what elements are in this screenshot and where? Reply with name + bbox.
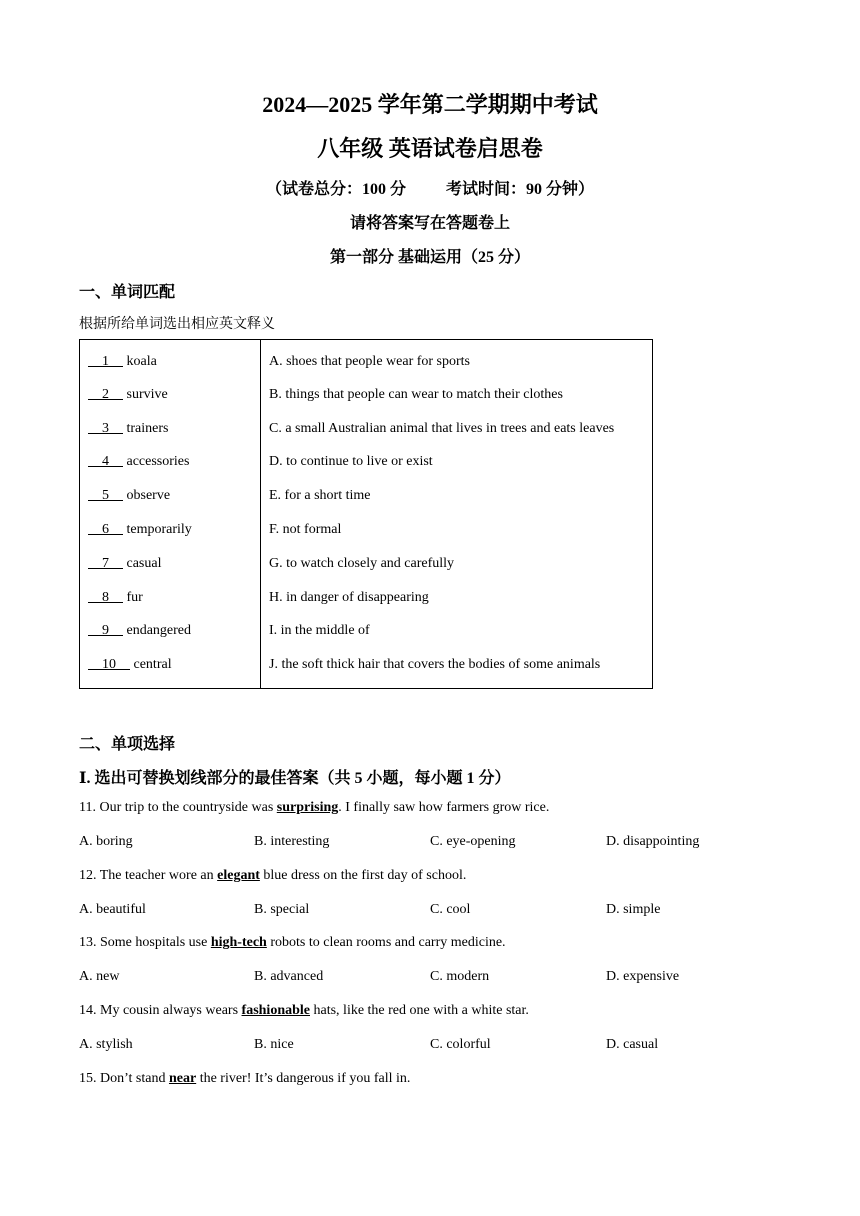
definition: B. things that people can wear to match their clothes [269,386,563,402]
section-instruction: 根据所给单词选出相应英文释义 [79,317,275,332]
definition: G. to watch closely and carefully [269,555,455,571]
word-row [88,509,260,543]
option-a[interactable]: A. boring [79,834,133,849]
question-text: the river! It’s dangerous if you fall in. [196,1071,411,1086]
word-row [88,577,260,611]
word-row [88,475,260,509]
question-text: 11. Our trip to the countryside was [79,800,277,815]
section-heading: 一、单词匹配 [79,284,176,301]
subsection-heading: Ⅰ. 选出可替换划线部分的最佳答案（共 5 小题，每小题 1 分） [79,770,511,787]
exam-title: 2024—2025 学年第二学期期中考试 [262,92,598,117]
word-row [88,374,260,408]
word-row [88,340,260,374]
definition: E. for a short time [269,488,371,504]
answer-notice: 请将答案写在答题卷上 [349,215,510,232]
underlined-word: surprising [276,800,339,815]
option-d[interactable]: D. expensive [606,969,680,984]
word: trainers [123,420,169,436]
word: koala [123,354,157,369]
exam-time: 考试时间：90 分钟） [446,181,595,198]
total-score: （试卷总分：100 分 [265,181,406,198]
word: temporarily [123,521,192,537]
exam-subtitle: 八年级 英语试卷启思卷 [317,136,543,161]
option-a[interactable]: A. stylish [79,1037,133,1052]
option-c[interactable]: C. colorful [430,1037,491,1052]
definition: J. the soft thick hair that covers the bodies of some animals [269,657,601,673]
option-b[interactable]: B. nice [254,1037,294,1052]
question-text: 15. Don’t stand [79,1071,169,1086]
answer-blank[interactable]: 4 [88,454,123,470]
option-a[interactable]: A. beautiful [79,902,146,917]
word: survive [123,386,168,402]
answer-blank[interactable]: 1 [88,354,123,369]
option-b[interactable]: B. advanced [254,969,324,984]
question [79,1003,529,1019]
word-row [88,543,260,577]
definition: A. shoes that people wear for sports [269,354,471,369]
word-row [88,610,260,644]
underlined-word: high-tech [210,935,267,950]
option-c[interactable]: C. modern [430,969,490,984]
option-a[interactable]: A. new [79,969,120,984]
word: endangered [123,623,192,639]
question-text: robots to clean rooms and carry medicine. [266,935,506,950]
question [79,935,506,951]
underlined-word: elegant [217,868,260,883]
definition: D. to continue to live or exist [269,454,433,470]
word-row [88,644,260,678]
part-heading: 第一部分 基础运用（25 分） [329,249,530,266]
exam-info [0,176,860,199]
definition-column [261,340,653,689]
word-column [80,340,261,689]
question-text: 14. My cousin always wears [79,1003,242,1018]
word: casual [123,555,162,571]
word-row [88,441,260,475]
option-d[interactable]: D. simple [606,902,661,917]
answer-blank[interactable]: 6 [88,521,123,537]
word: central [130,657,172,673]
definition: I. in the middle of [269,623,370,639]
option-d[interactable]: D. casual [606,1037,659,1052]
answer-blank[interactable]: 8 [88,589,123,605]
question-text: 13. Some hospitals use [79,935,211,950]
option-c[interactable]: C. eye-opening [430,834,516,849]
question [79,868,466,884]
matching-table [79,339,653,689]
definition: H. in danger of disappearing [269,589,429,605]
definition: F. not formal [269,521,342,537]
definition: C. a small Australian animal that lives in trees and eats leaves [269,420,615,436]
option-b[interactable]: B. special [254,902,310,917]
option-b[interactable]: B. interesting [254,834,330,849]
word: fur [123,589,143,605]
underlined-word: fashionable [241,1003,310,1018]
section-heading: 二、单项选择 [79,736,176,753]
word: accessories [123,454,190,470]
underlined-word: near [168,1071,197,1086]
question [79,800,549,816]
answer-blank[interactable]: 10 [88,657,130,673]
question-text: 12. The teacher wore an [79,868,218,883]
answer-blank[interactable]: 5 [88,488,123,504]
option-d[interactable]: D. disappointing [606,834,700,849]
word-row [88,408,260,442]
question [79,1071,410,1087]
answer-blank[interactable]: 7 [88,555,123,571]
option-c[interactable]: C. cool [430,902,471,917]
answer-blank[interactable]: 3 [88,420,123,436]
question-text: . I finally saw how farmers grow rice. [338,800,550,815]
word: observe [123,488,171,504]
answer-blank[interactable]: 2 [88,386,123,402]
question-text: hats, like the red one with a white star. [310,1003,529,1018]
answer-blank[interactable]: 9 [88,623,123,639]
question-text: blue dress on the first day of school. [259,868,467,883]
